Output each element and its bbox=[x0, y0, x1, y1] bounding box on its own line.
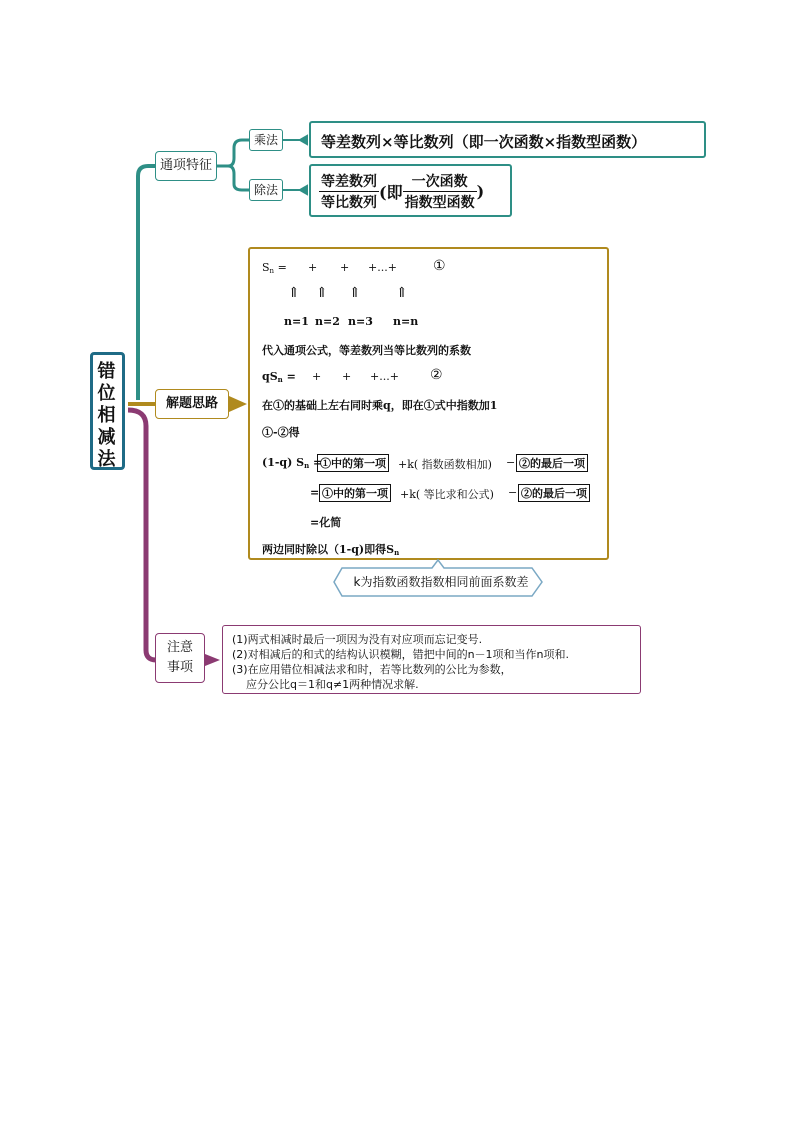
n-label-3: n=3 bbox=[348, 315, 373, 328]
sn-s: S bbox=[262, 261, 270, 274]
divide-formula-panel bbox=[309, 164, 512, 217]
last-term-box: ②的最后一项 bbox=[516, 454, 588, 472]
connector-approach-panel bbox=[229, 396, 247, 412]
sn-sub: n bbox=[269, 267, 275, 275]
one-minus-q-sub: n bbox=[304, 461, 310, 470]
fraction-functions bbox=[403, 171, 477, 212]
qsn-label bbox=[262, 370, 296, 384]
qsn-sub: n bbox=[277, 375, 283, 384]
one-minus-q-label bbox=[262, 456, 322, 470]
node-divide bbox=[249, 179, 283, 201]
multiply-formula-panel bbox=[309, 121, 706, 158]
fraction-sequences bbox=[319, 171, 379, 212]
connector-root-notes bbox=[128, 410, 156, 660]
divide-both-label bbox=[262, 541, 399, 557]
tip-callout bbox=[336, 568, 546, 597]
minus-2: − bbox=[508, 486, 518, 499]
note-item: (2)对相减后的和式的结构认识模糊，错把中间的n－1项和当作n项和. bbox=[232, 648, 570, 661]
eq-2: = bbox=[310, 486, 320, 499]
fraction-num-2: 一次函数 bbox=[403, 171, 477, 192]
fraction-num-1: 等差数列 bbox=[319, 171, 379, 192]
node-feature-label: 通项特征 bbox=[159, 158, 212, 173]
multiply-formula: 等差数列×等比数列（即一次函数×指数型函数） bbox=[321, 133, 647, 151]
paren-close: ) bbox=[476, 182, 485, 201]
connector-feature-divide bbox=[228, 166, 249, 190]
plus-1: + bbox=[308, 261, 318, 274]
k-geo-sum: +k( 等比求和公式) bbox=[400, 488, 494, 501]
divide-both-sub: n bbox=[394, 548, 400, 557]
approach-panel bbox=[248, 247, 609, 560]
tip-text: k为指数函数指数相同前面系数差 bbox=[353, 575, 529, 589]
plus-3: + bbox=[312, 370, 322, 383]
connector-multiply-panel bbox=[283, 136, 307, 144]
one-minus-q-text: (1-q) S bbox=[262, 456, 305, 469]
qsn-q: qS bbox=[262, 370, 278, 383]
note-item: 应分公比q＝1和q≠1两种情况求解. bbox=[246, 678, 419, 691]
circle-1-label: ① bbox=[433, 258, 446, 274]
node-multiply bbox=[249, 129, 283, 151]
minus-1: − bbox=[506, 456, 516, 469]
sn-eq: = bbox=[277, 261, 287, 274]
simplify-text: =化简 bbox=[310, 516, 342, 529]
plus-4: + bbox=[342, 370, 352, 383]
up-arrow-icon: ⇑ bbox=[288, 285, 300, 301]
node-multiply-label: 乘法 bbox=[253, 133, 278, 147]
up-arrow-icon: ⇑ bbox=[396, 285, 408, 301]
fraction-den-1: 等比数列 bbox=[321, 195, 377, 211]
up-arrow-icon: ⇑ bbox=[316, 285, 328, 301]
node-notes bbox=[155, 633, 205, 683]
connector-feature-multiply bbox=[217, 140, 249, 166]
last-term-box: ②的最后一项 bbox=[518, 484, 590, 502]
root-title: 错位相减法 bbox=[97, 361, 118, 470]
note-item: (3)在应用错位相减法求和时，若等比数列的公比为参数， bbox=[232, 663, 512, 676]
plus-2: + bbox=[340, 261, 350, 274]
divide-formula bbox=[319, 171, 484, 212]
node-feature bbox=[155, 151, 217, 181]
multiply-q-text: 在①的基础上左右同时乘q，即在①式中指数加1 bbox=[262, 399, 498, 412]
connector-divide-panel bbox=[283, 186, 307, 194]
node-notes-label-top: 注意 bbox=[166, 640, 193, 655]
k-exp-sum: +k( 指数函数相加) bbox=[398, 458, 492, 471]
paren-open: (即 bbox=[379, 183, 403, 202]
connector-root-feature bbox=[138, 166, 155, 400]
node-approach-label: 解题思路 bbox=[165, 396, 218, 411]
substitute-text: 代入通项公式，等差数列当等比数列的系数 bbox=[262, 344, 471, 357]
connector-notes-panel bbox=[205, 654, 220, 666]
n-label-1: n=1 bbox=[284, 315, 309, 328]
first-term-box: ①中的第一项 bbox=[317, 454, 389, 472]
sn-label bbox=[262, 261, 287, 275]
plus-dots-2: +...+ bbox=[370, 370, 399, 383]
node-notes-label-bottom: 事项 bbox=[166, 660, 193, 675]
subtract-text: ①-②得 bbox=[262, 426, 300, 439]
circle-2-label: ② bbox=[430, 367, 443, 383]
first-term-box: ①中的第一项 bbox=[319, 484, 391, 502]
up-arrow-icon: ⇑ bbox=[349, 285, 361, 301]
note-item: (1)两式相减时最后一项因为没有对应项而忘记变号. bbox=[232, 633, 483, 646]
eq-1: = bbox=[313, 456, 323, 469]
divide-both-text: 两边同时除以（1-q)即得S bbox=[262, 543, 395, 556]
qsn-eq: = bbox=[286, 370, 296, 383]
n-label-n: n=n bbox=[393, 315, 419, 328]
node-approach bbox=[155, 389, 229, 419]
n-label-2: n=2 bbox=[315, 315, 340, 328]
node-divide-label: 除法 bbox=[253, 183, 278, 197]
fraction-den-2: 指数型函数 bbox=[404, 195, 475, 211]
root-node bbox=[90, 352, 125, 470]
plus-dots-1: +...+ bbox=[368, 261, 397, 274]
